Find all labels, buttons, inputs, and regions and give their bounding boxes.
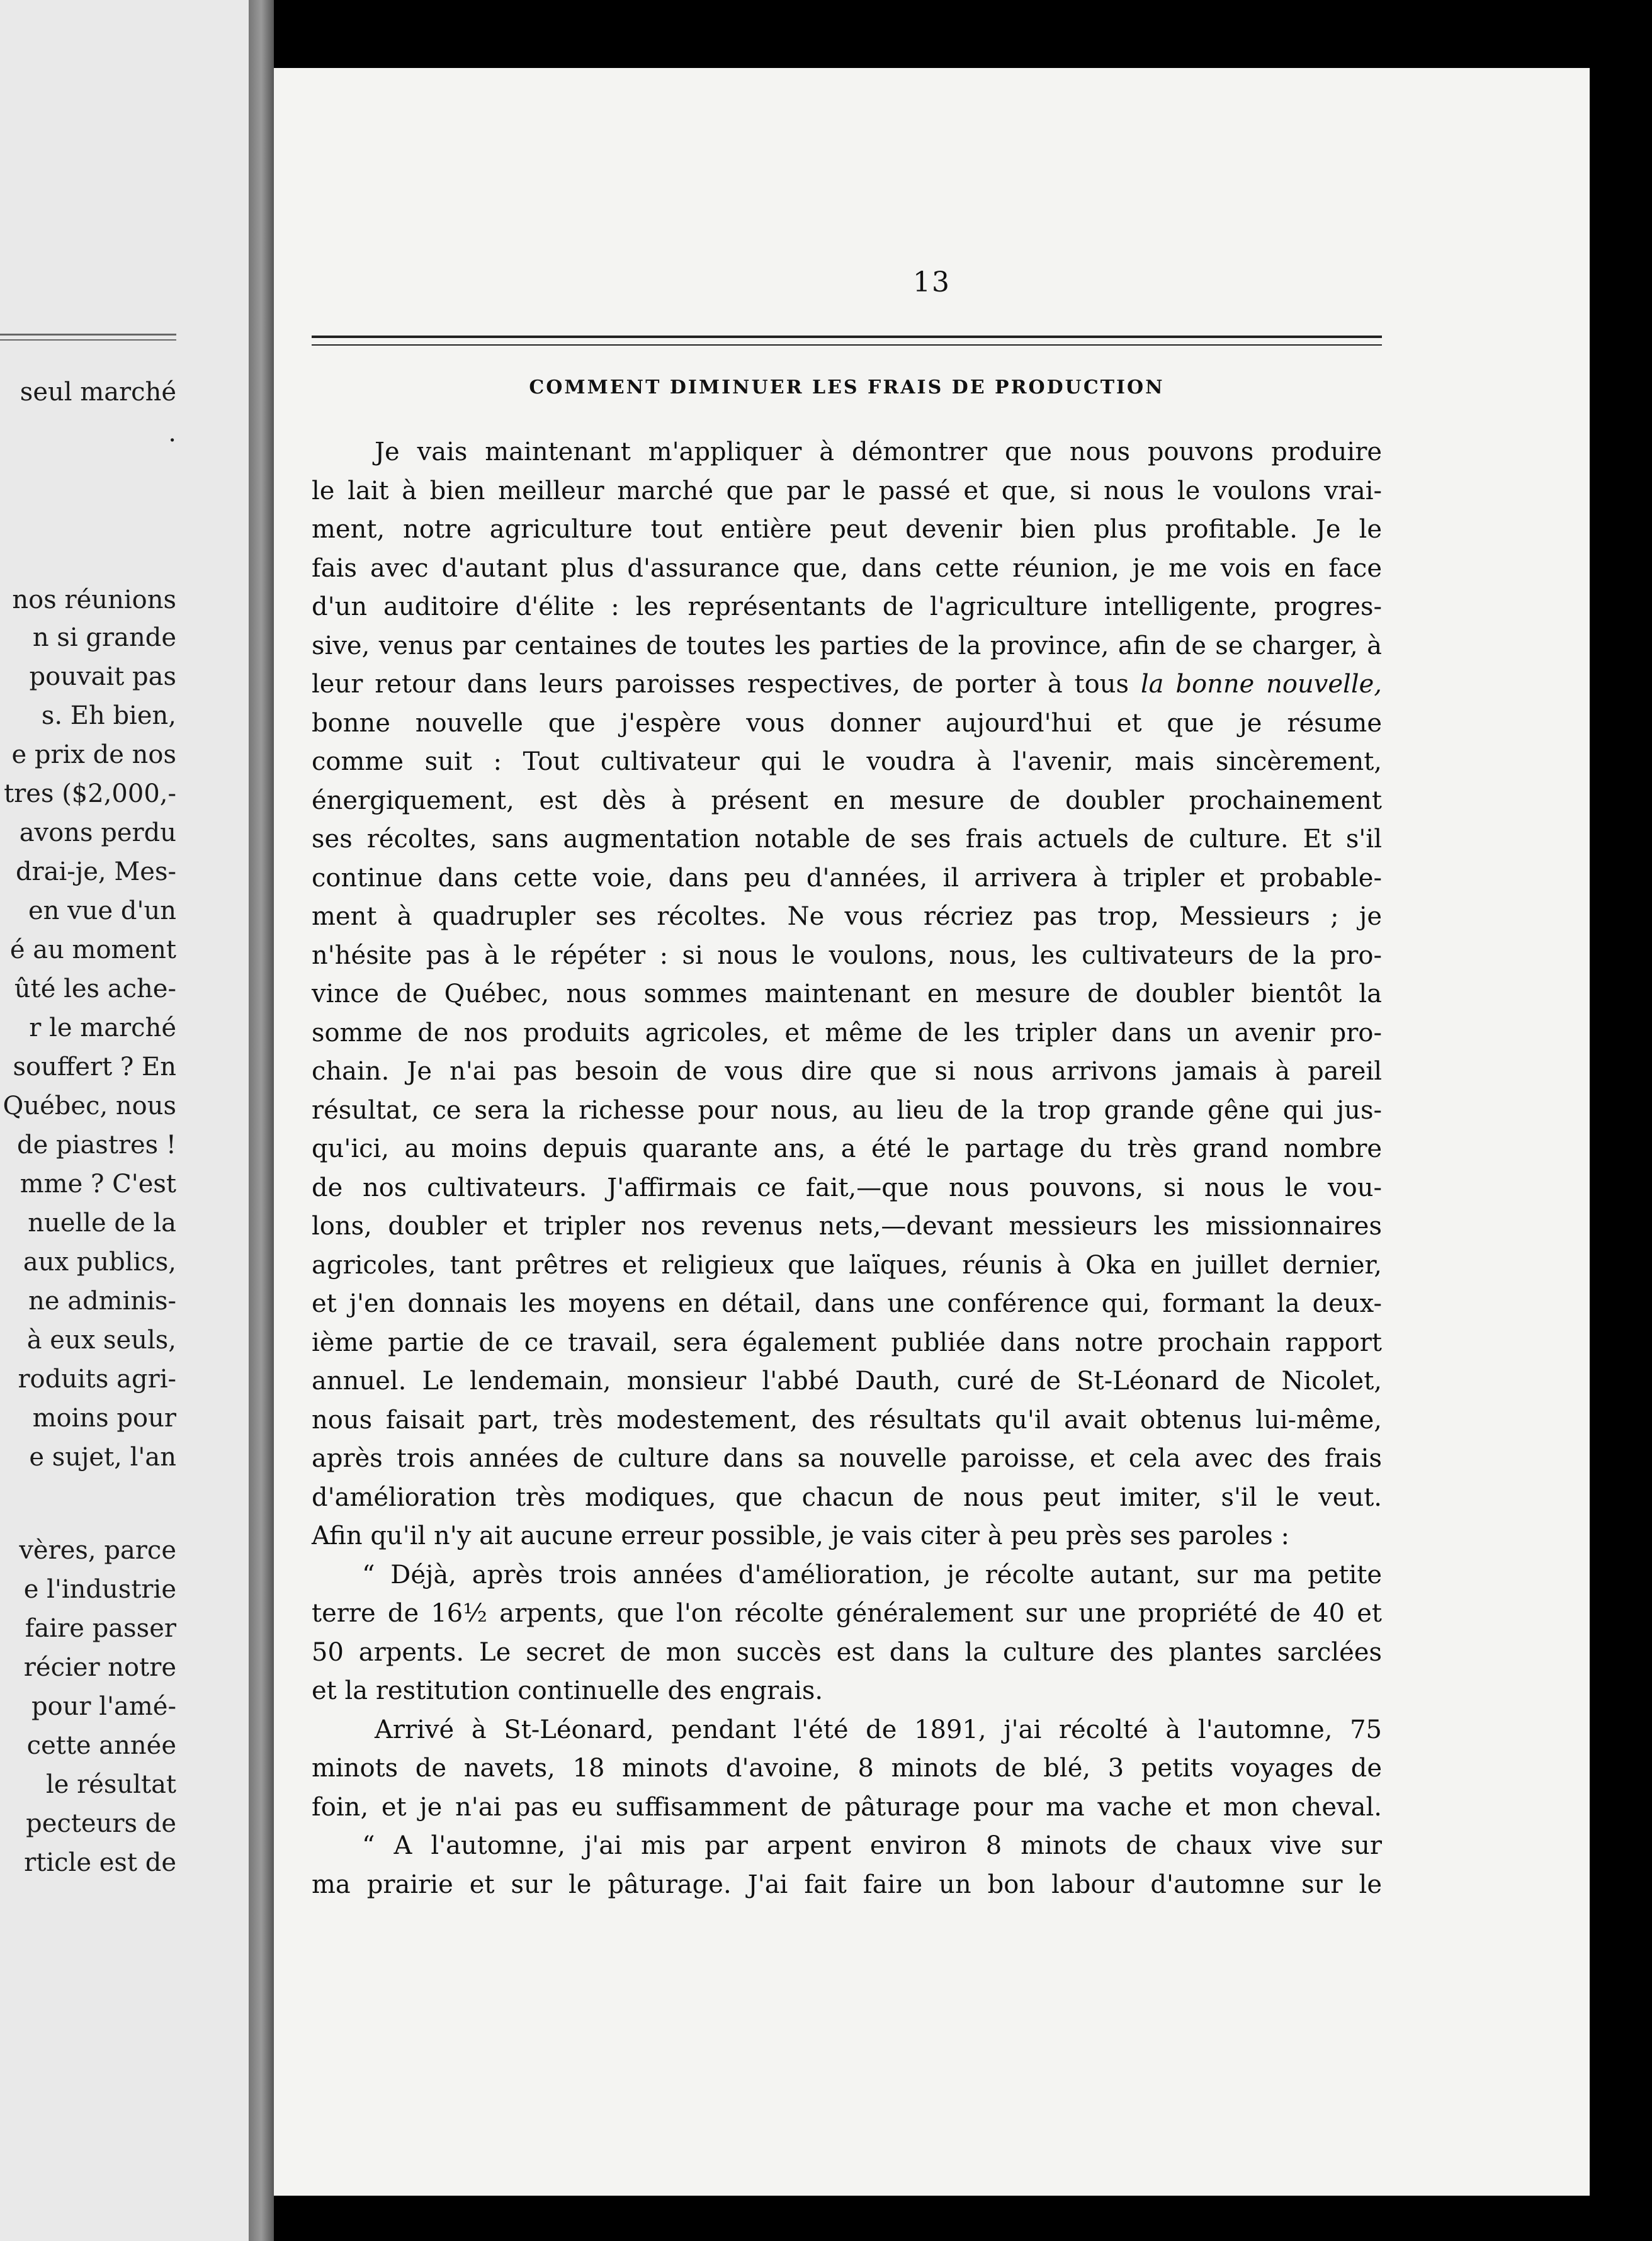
text-line bbox=[312, 1634, 1382, 1673]
facing-page-line: pour l'amé- bbox=[31, 1692, 176, 1721]
text-line bbox=[312, 433, 1382, 472]
text-line-content: de nos cultivateurs. J'affirmais ce fait,—que nous pouvons, si nous le vou- bbox=[312, 1173, 1382, 1202]
facing-page-line: à eux seuls, bbox=[26, 1326, 176, 1355]
facing-page-line: faire passer bbox=[25, 1614, 176, 1643]
facing-page-line: mme ? C'est bbox=[20, 1170, 176, 1199]
text-line bbox=[312, 1053, 1382, 1092]
facing-page-rule bbox=[0, 334, 176, 341]
text-line bbox=[312, 1401, 1382, 1440]
text-line bbox=[312, 1711, 1382, 1750]
book-page bbox=[274, 68, 1590, 2196]
book-spine bbox=[249, 0, 274, 2241]
text-line bbox=[312, 704, 1382, 743]
text-line bbox=[312, 1207, 1382, 1246]
facing-page-line: r le marché bbox=[29, 1013, 176, 1042]
text-line-content: continue dans cette voie, dans peu d'années, il arrivera à tripler et probable- bbox=[312, 863, 1382, 893]
facing-page-line: e sujet, l'an bbox=[29, 1443, 176, 1472]
facing-page-line: avons perdu bbox=[19, 818, 176, 847]
facing-page-line: e l'industrie bbox=[23, 1575, 176, 1604]
text-line-content: 50 arpents. Le secret de mon succès est dans la culture des plantes sarclées bbox=[312, 1637, 1382, 1667]
text-line-content: leur retour dans leurs paroisses respectives, de porter à tous bbox=[312, 670, 1129, 699]
text-line-content: agricoles, tant prêtres et religieux que laïques, réunis à Oka en juillet dernier, bbox=[312, 1250, 1382, 1280]
text-line-content: ième partie de ce travail, sera également publiée dans notre prochain rapport bbox=[312, 1328, 1382, 1357]
text-line bbox=[312, 898, 1382, 937]
text-line bbox=[312, 1169, 1382, 1208]
body-text bbox=[312, 433, 1382, 1904]
text-line-content: Je vais maintenant m'appliquer à démontrer que nous pouvons produire bbox=[375, 437, 1382, 466]
text-line bbox=[312, 937, 1382, 976]
facing-page-line: ûté les ache- bbox=[14, 974, 176, 1003]
italic-phrase: la bonne nouvelle, bbox=[1140, 670, 1382, 699]
facing-page-line: pecteurs de bbox=[26, 1809, 176, 1838]
text-line-content: “ Déjà, après trois années d'amélioration, je récolte autant, sur ma petite bbox=[362, 1560, 1382, 1589]
page-number: 13 bbox=[913, 266, 951, 298]
text-line-content: et j'en donnais les moyens en détail, dans une conférence qui, formant la deux- bbox=[312, 1289, 1382, 1318]
text-line-content: d'un auditoire d'élite : les représentants de l'agriculture intelligente, progres- bbox=[312, 592, 1382, 621]
text-line-content: “ A l'automne, j'ai mis par arpent environ 8 minots de chaux vive sur bbox=[362, 1831, 1382, 1860]
facing-page-line: de piastres ! bbox=[17, 1131, 176, 1160]
text-line bbox=[312, 1556, 1382, 1595]
text-line-content: Afin qu'il n'y ait aucune erreur possible, je vais citer à peu près ses paroles : bbox=[312, 1521, 1289, 1550]
text-line bbox=[312, 1246, 1382, 1285]
facing-page-line: Québec, nous bbox=[3, 1092, 176, 1120]
text-line bbox=[312, 1749, 1382, 1788]
text-line-content: bonne nouvelle que j'espère vous donner aujourd'hui et que je résume bbox=[312, 708, 1382, 738]
text-line-content: comme suit : Tout cultivateur qui le voudra à l'avenir, mais sincèrement, bbox=[312, 747, 1382, 776]
text-line bbox=[312, 1827, 1382, 1866]
text-line-content: énergiquement, est dès à présent en mesure de doubler prochainement bbox=[312, 786, 1382, 815]
facing-page-line: drai-je, Mes- bbox=[15, 857, 176, 886]
text-line bbox=[312, 820, 1382, 859]
text-line-content: ment à quadrupler ses récoltes. Ne vous récriez pas trop, Messieurs ; je bbox=[312, 902, 1382, 931]
text-line bbox=[312, 1440, 1382, 1479]
text-line-content: lons, doubler et tripler nos revenus nets,—devant messieurs les missionnaires bbox=[312, 1212, 1382, 1241]
text-line bbox=[312, 511, 1382, 550]
text-line bbox=[312, 1014, 1382, 1053]
facing-page-line: é au moment bbox=[9, 935, 176, 964]
text-line-content: Arrivé à St-Léonard, pendant l'été de 1891, j'ai récolté à l'automne, 75 bbox=[375, 1715, 1382, 1744]
header-rule bbox=[312, 336, 1382, 346]
facing-page-line: aux publics, bbox=[23, 1248, 176, 1277]
text-line bbox=[312, 1595, 1382, 1634]
text-line-content: sive, venus par centaines de toutes les parties de la province, afin de se charger, à bbox=[312, 631, 1382, 660]
text-line bbox=[312, 1672, 1382, 1711]
facing-page-line: récier notre bbox=[23, 1653, 176, 1682]
text-line bbox=[312, 588, 1382, 627]
text-line bbox=[312, 665, 1382, 704]
text-line-content: le lait à bien meilleur marché que par le passé et que, si nous le voulons vrai- bbox=[312, 476, 1382, 505]
text-line-content: ses récoltes, sans augmentation notable de ses frais actuels de culture. Et s'il bbox=[312, 825, 1382, 854]
section-title: COMMENT DIMINUER LES FRAIS DE PRODUCTION bbox=[529, 376, 1165, 398]
text-line-content: somme de nos produits agricoles, et même de les tripler dans un avenir pro- bbox=[312, 1018, 1382, 1047]
facing-page-line: roduits agri- bbox=[18, 1365, 176, 1394]
text-line-content: après trois années de culture dans sa nouvelle paroisse, et cela avec des frais bbox=[312, 1444, 1382, 1473]
text-line bbox=[312, 1285, 1382, 1324]
facing-page-line: seul marché bbox=[20, 378, 176, 407]
text-line bbox=[312, 859, 1382, 898]
text-line-content: chain. Je n'ai pas besoin de vous dire que si nous arrivons jamais à pareil bbox=[312, 1057, 1382, 1086]
facing-page-line: nuelle de la bbox=[28, 1209, 176, 1238]
facing-page-line: rticle est de bbox=[24, 1848, 176, 1877]
text-line bbox=[312, 1324, 1382, 1363]
text-line bbox=[312, 1130, 1382, 1169]
text-line bbox=[312, 975, 1382, 1014]
text-line-content: terre de 16½ arpents, que l'on récolte généralement sur une propriété de 40 et bbox=[312, 1599, 1382, 1628]
facing-page-line: ne adminis- bbox=[28, 1287, 176, 1316]
text-line bbox=[312, 782, 1382, 821]
text-line bbox=[312, 1517, 1382, 1556]
text-line-content: vince de Québec, nous sommes maintenant en mesure de doubler bientôt la bbox=[312, 979, 1382, 1008]
text-line bbox=[312, 1092, 1382, 1131]
text-line bbox=[312, 1479, 1382, 1518]
text-line-content: minots de navets, 18 minots d'avoine, 8 minots de blé, 3 petits voyages de bbox=[312, 1754, 1382, 1783]
facing-page-line: pouvait pas bbox=[29, 662, 176, 691]
text-line-content: foin, et je n'ai pas eu suffisamment de pâturage pour ma vache et mon cheval. bbox=[312, 1792, 1382, 1822]
facing-page-line: cette année bbox=[26, 1731, 176, 1760]
facing-page-line: le résultat bbox=[45, 1770, 176, 1799]
facing-page-line: . bbox=[168, 419, 176, 448]
facing-page-line: tres ($2,000,- bbox=[4, 779, 176, 808]
text-line bbox=[312, 550, 1382, 589]
facing-page-line: e prix de nos bbox=[11, 740, 176, 769]
facing-page-fragment bbox=[0, 0, 249, 2241]
text-line-content: qu'ici, au moins depuis quarante ans, a été le partage du très grand nombre bbox=[312, 1134, 1382, 1163]
text-line-content: et la restitution continuelle des engrais. bbox=[312, 1676, 823, 1705]
facing-page-line: vères, parce bbox=[19, 1536, 176, 1565]
text-line-content: résultat, ce sera la richesse pour nous, au lieu de la trop grande gêne qui jus- bbox=[312, 1095, 1382, 1125]
facing-page-line: moins pour bbox=[32, 1404, 176, 1433]
facing-page-line: n si grande bbox=[32, 623, 176, 652]
text-line-content: fais avec d'autant plus d'assurance que, dans cette réunion, je me vois en face bbox=[312, 553, 1382, 583]
facing-page-line: s. Eh bien, bbox=[41, 701, 176, 730]
text-line-content: annuel. Le lendemain, monsieur l'abbé Dauth, curé de St-Léonard de Nicolet, bbox=[312, 1367, 1382, 1396]
facing-page-line: nos réunions bbox=[12, 585, 176, 614]
text-line-content: ma prairie et sur le pâturage. J'ai fait faire un bon labour d'automne sur le bbox=[312, 1870, 1382, 1899]
text-line bbox=[312, 627, 1382, 666]
text-line bbox=[312, 472, 1382, 511]
facing-page-line: souffert ? En bbox=[13, 1053, 176, 1081]
facing-page-line: en vue d'un bbox=[28, 896, 176, 925]
text-line bbox=[312, 1362, 1382, 1401]
text-line bbox=[312, 1866, 1382, 1905]
text-line bbox=[312, 1788, 1382, 1827]
text-line-content: n'hésite pas à le répéter : si nous le voulons, nous, les cultivateurs de la pro- bbox=[312, 940, 1382, 970]
text-line-content: ment, notre agriculture tout entière peut devenir bien plus profitable. Je le bbox=[312, 515, 1382, 544]
text-line-content: nous faisait part, très modestement, des résultats qu'il avait obtenus lui-même, bbox=[312, 1405, 1382, 1435]
text-line-content: d'amélioration très modiques, que chacun de nous peut imiter, s'il le veut. bbox=[312, 1482, 1382, 1512]
text-line bbox=[312, 743, 1382, 782]
